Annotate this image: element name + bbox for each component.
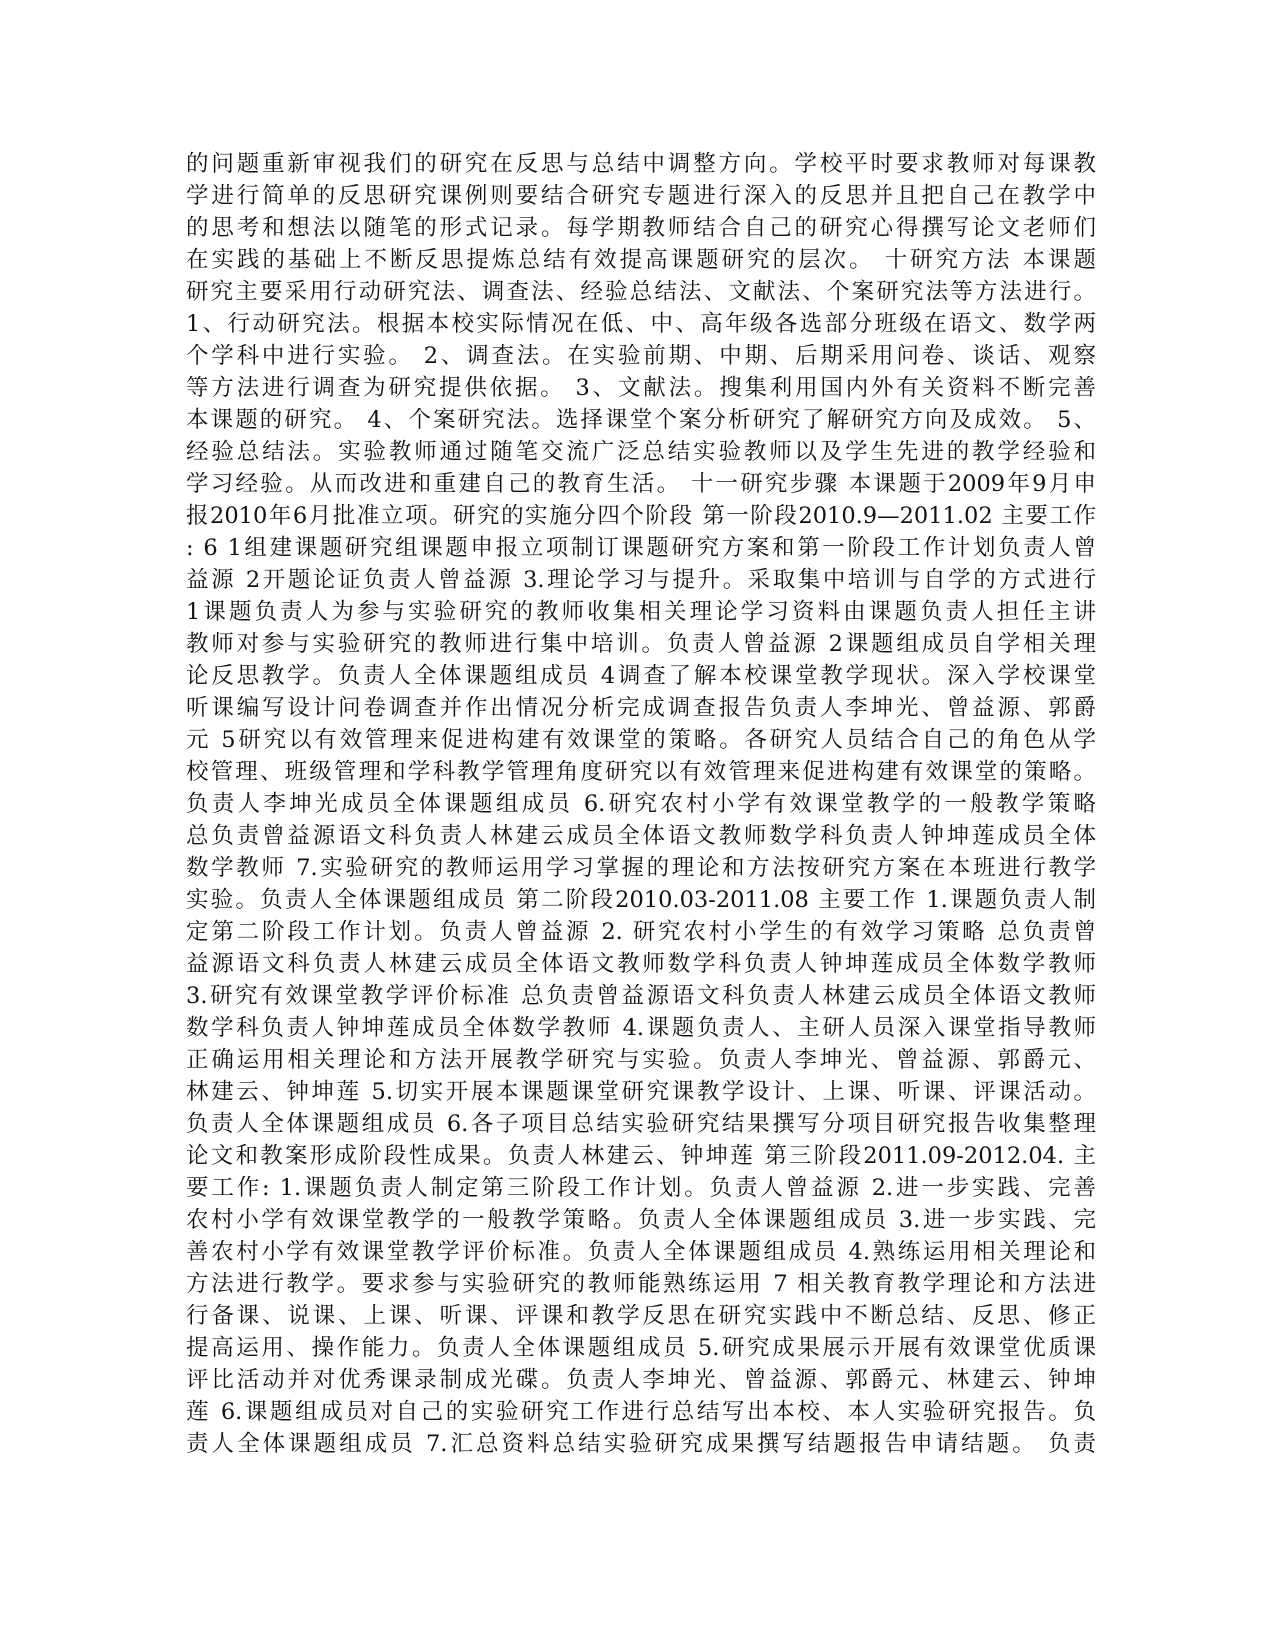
text-line: 总负责曾益源语文科负责人林建云成员全体语文教师数学科负责人钟坤莲成员全体 [186,823,1096,849]
text-line: 的问题重新审视我们的研究在反思与总结中调整方向。学校平时要求教师对每课教 [186,151,1096,177]
text-line: 报2010年6月批准立项。研究的实施分四个阶段 第一阶段2010.9—2011.02 主要工作 [186,503,1096,529]
text-line: 林建云、钟坤莲 5.切实开展本课题课堂研究课教学设计、上课、听课、评课活动。 [186,1079,1096,1105]
text-line: 益源 2开题论证负责人曾益源 3.理论学习与提升。采取集中培训与自学的方式进行 [186,567,1096,593]
text-line: 研究主要采用行动研究法、调查法、经验总结法、文献法、个案研究法等方法进行。 [186,279,1096,305]
text-line: 学进行简单的反思研究课例则要结合研究专题进行深入的反思并且把自己在教学中 [186,183,1096,209]
text-line: 数学教师 7.实验研究的教师运用学习掌握的理论和方法按研究方案在本班进行教学 [186,855,1096,881]
text-line: 数学科负责人钟坤莲成员全体数学教师 4.课题负责人、主研人员深入课堂指导教师 [186,1015,1096,1041]
text-line: 善农村小学有效课堂教学评价标准。负责人全体课题组成员 4.熟练运用相关理论和 [186,1239,1096,1265]
text-line: 负责人全体课题组成员 6.各子项目总结实验研究结果撰写分项目研究报告收集整理 [186,1111,1096,1137]
text-line: 3.研究有效课堂教学评价标准 总负责曾益源语文科负责人林建云成员全体语文教师 [186,983,1096,1009]
text-line: 教师对参与实验研究的教师进行集中培训。负责人曾益源 2课题组成员自学相关理 [186,631,1096,657]
text-line: 责人全体课题组成员 7.汇总资料总结实验研究成果撰写结题报告申请结题。 负责 [186,1431,1096,1457]
text-line: 经验总结法。实验教师通过随笔交流广泛总结实验教师以及学生先进的教学经验和 [186,439,1096,465]
text-line: 在实践的基础上不断反思提炼总结有效提高课题研究的层次。 十研究方法 本课题 [186,247,1096,273]
text-line: 学习经验。从而改进和重建自己的教育生活。 十一研究步骤 本课题于2009年9月申 [186,471,1096,497]
text-line: 个学科中进行实验。 2、调查法。在实验前期、中期、后期采用问卷、谈话、观察 [186,343,1096,369]
text-line: 元 5研究以有效管理来促进构建有效课堂的策略。各研究人员结合自己的角色从学 [186,727,1096,753]
text-line: 行备课、说课、上课、听课、评课和教学反思在研究实践中不断总结、反思、修正 [186,1303,1096,1329]
text-line: 论文和教案形成阶段性成果。负责人林建云、钟坤莲 第三阶段2011.09-2012.04. 主 [186,1143,1096,1169]
text-line: 农村小学有效课堂教学的一般教学策略。负责人全体课题组成员 3.进一步实践、完 [186,1207,1096,1233]
text-line: : 6 1组建课题研究组课题申报立项制订课题研究方案和第一阶段工作计划负责人曾 [186,535,1096,561]
text-line: 提高运用、操作能力。负责人全体课题组成员 5.研究成果展示开展有效课堂优质课 [186,1335,1096,1361]
text-line: 听课编写设计问卷调查并作出情况分析完成调查报告负责人李坤光、曾益源、郭爵 [186,695,1096,721]
text-line: 实验。负责人全体课题组成员 第二阶段2010.03-2011.08 主要工作 1.课题负责人制 [186,887,1096,913]
body-text [186,148,1096,1460]
text-line: 定第二阶段工作计划。负责人曾益源 2. 研究农村小学生的有效学习策略 总负责曾 [186,919,1096,945]
text-line: 本课题的研究。 4、个案研究法。选择课堂个案分析研究了解研究方向及成效。 5、 [186,407,1096,433]
text-line: 的思考和想法以随笔的形式记录。每学期教师结合自己的研究心得撰写论文老师们 [186,215,1096,241]
text-line: 等方法进行调查为研究提供依据。 3、文献法。搜集利用国内外有关资料不断完善 [186,375,1096,401]
text-line: 负责人李坤光成员全体课题组成员 6.研究农村小学有效课堂教学的一般教学策略 [186,791,1096,817]
text-line: 1、行动研究法。根据本校实际情况在低、中、高年级各选部分班级在语文、数学两 [186,311,1096,337]
text-line: 莲 6.课题组成员对自己的实验研究工作进行总结写出本校、本人实验研究报告。负 [186,1399,1096,1425]
text-line: 正确运用相关理论和方法开展教学研究与实验。负责人李坤光、曾益源、郭爵元、 [186,1047,1096,1073]
text-line: 校管理、班级管理和学科教学管理角度研究以有效管理来促进构建有效课堂的策略。 [186,759,1096,785]
text-line: 评比活动并对优秀课录制成光碟。负责人李坤光、曾益源、郭爵元、林建云、钟坤 [186,1367,1096,1393]
text-line: 方法进行教学。要求参与实验研究的教师能熟练运用 7 相关教育教学理论和方法进 [186,1271,1096,1297]
text-line: 论反思教学。负责人全体课题组成员 4调查了解本校课堂教学现状。深入学校课堂 [186,663,1096,689]
text-line: 益源语文科负责人林建云成员全体语文教师数学科负责人钟坤莲成员全体数学教师 [186,951,1096,977]
text-line: 要工作: 1.课题负责人制定第三阶段工作计划。负责人曾益源 2.进一步实践、完善 [186,1175,1096,1201]
text-line: 1课题负责人为参与实验研究的教师收集相关理论学习资料由课题负责人担任主讲 [186,599,1096,625]
